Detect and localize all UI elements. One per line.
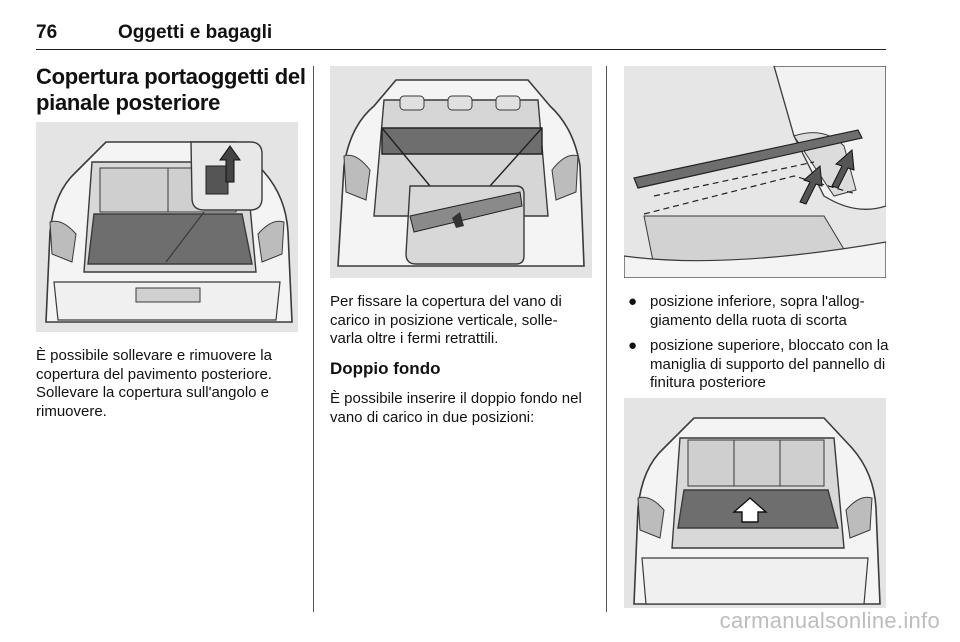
bullet-icon: ● [628, 293, 638, 310]
section-title: Copertura portaoggetti del pianale posteriore [36, 64, 306, 115]
list-item [626, 293, 891, 330]
watermark: carmanualsonline.info [719, 608, 940, 633]
trunk-cover-vertical-icon [330, 66, 592, 278]
page-number: 76 [36, 22, 58, 43]
chapter-title: Oggetti e bagagli [118, 22, 273, 43]
list-item [626, 337, 891, 393]
figure-4 [624, 398, 886, 608]
column-divider-2 [606, 66, 607, 612]
list-item-text: posizione superiore, bloccato con la maniglia di supporto del pannello di finitura posteriore [650, 337, 889, 391]
page-header [36, 22, 886, 52]
trunk-floor-arrow-icon [624, 398, 886, 608]
figure-3 [624, 66, 886, 278]
position-list [626, 293, 891, 400]
trunk-floor-lift-arrow-icon [36, 122, 298, 332]
column-divider-1 [313, 66, 314, 612]
paragraph-double-floor: È possibile inserire il doppio fondo nel vano di carico in due posizioni: [330, 390, 582, 426]
bullet-icon: ● [628, 337, 638, 354]
paragraph-lift-cover: È possibile sollevare e rimuovere la copertura del pavimento posteriore. Sollevare la copertura sull'angolo e rimuovere. [36, 347, 272, 420]
list-item-text: posizione inferiore, sopra l'allog- giamento della ruota di scorta [650, 293, 865, 329]
figure-1 [36, 122, 298, 332]
header-rule [36, 49, 886, 50]
subsection-title: Doppio fondo [330, 359, 441, 378]
double-floor-positions-icon [624, 66, 886, 278]
paragraph-cover-vertical: Per fissare la copertura del vano di carico in posizione verticale, solle- varla oltre i fermi retrattili. [330, 293, 562, 347]
figure-2 [330, 66, 592, 278]
